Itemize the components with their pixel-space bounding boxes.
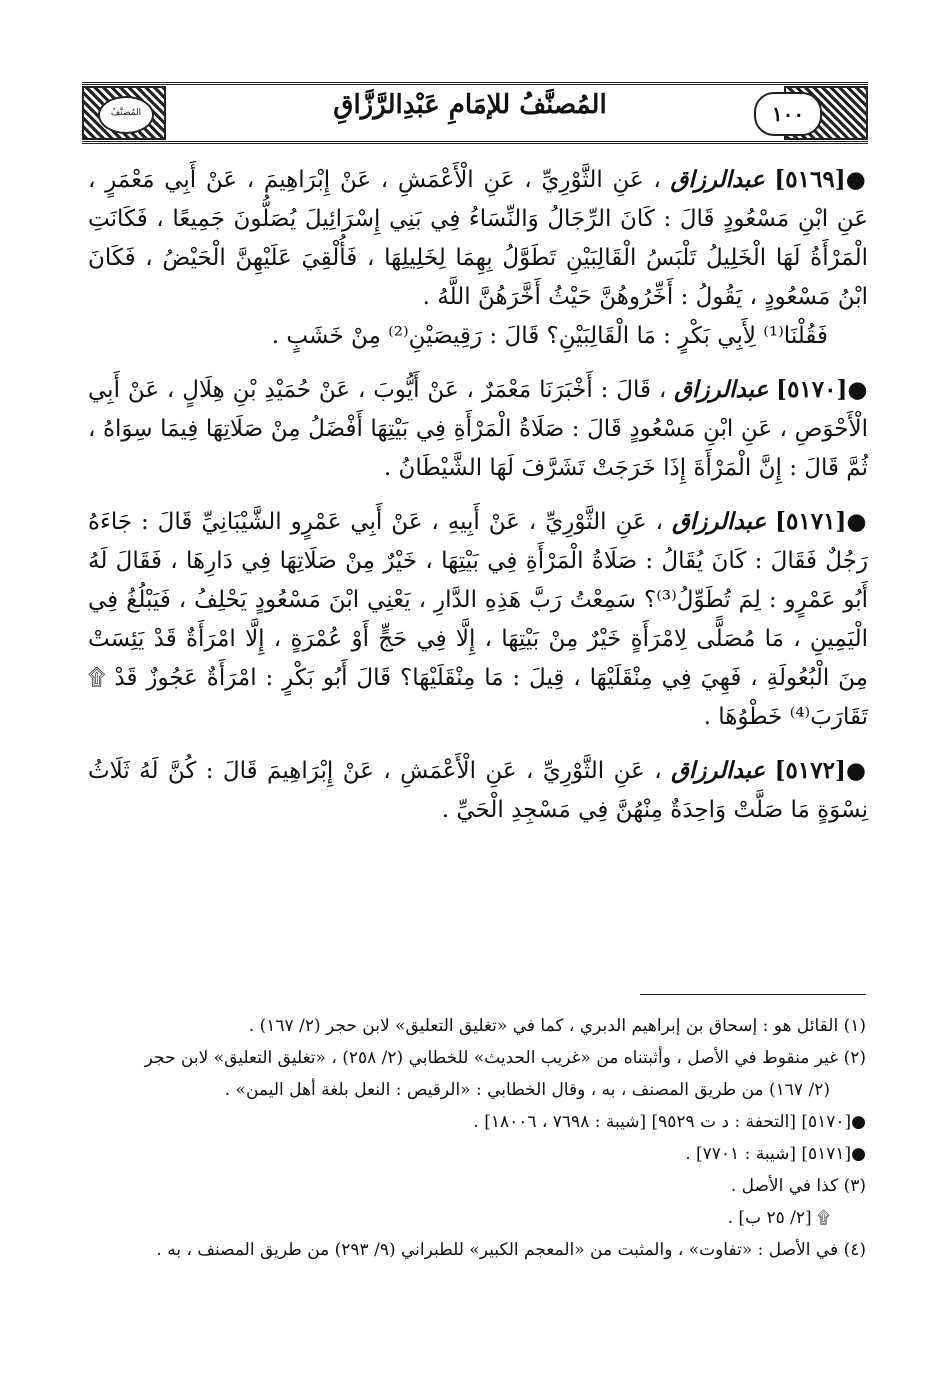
hadith-number: [٥١٧٢]	[774, 757, 846, 784]
hadith-text	[88, 502, 868, 737]
narrator-name: عبدالرزاق	[674, 376, 769, 403]
hadith-text	[88, 751, 868, 830]
bullet-icon: ●	[845, 757, 869, 784]
footnote: (٣) كذا في الأصل .	[730, 1176, 866, 1196]
hadith-body: ، عَنِ الثَّوْرِيِّ ، عَنْ أَبِيهِ ، عَنْ أَبِي عَمْرٍو الشَّيْبَانِيِّ قَالَ : جَاءَهُ رَجُلٌ فَقَالَ : كَانَ يُقَالُ : صَلَاةُ الْمَرْأَةِ فِي بَيْتِهَا ، خَيْرٌ مِنْ صَلَاتِهَا فِي دَارِهَا ، فَقَالَ لَهُ أَبُو عَمْرٍو : لِمَ تُطَوِّلُ⁽³⁾؟ سَمِعْتُ رَبَّ هَذِهِ الدَّارِ ، يَعْنِي ابْنَ مَسْعُودٍ يَحْلِفُ ، فَيَبْلُغُ فِي الْيَمِينِ ، مَا مُصَلًّى لِامْرَأَةٍ خَيْرٌ مِنْ بَيْتِهَا ، إِلَّا فِي حَجٍّ أَوْ عُمْرَةٍ ، إِلَّا امْرَأَةٌ قَدْ يَئِسَتْ مِنَ الْبُعُولَةِ ، فَهِيَ فِي مِنْقَلَيْهَا ، قِيلَ : مَا مِنْقَلَيْهَا؟ قَالَ أَبُو بَكْرٍ : امْرَأَةٌ عَجُوزٌ قَدْ ۩ تَقَارَبَ⁽⁴⁾ خَطْوُهَا .	[88, 509, 868, 730]
hadith-entry	[88, 370, 868, 488]
footnote-divider	[640, 994, 866, 995]
source-reference: ●[٥١٧٠] [التحفة : د ت ٩٥٢٩] [شيبة : ٧٦٩٨ ، ١٨٠٠٦] .	[473, 1112, 866, 1132]
narrator-name: عبدالرزاق	[672, 508, 767, 535]
hadith-entry	[88, 160, 868, 356]
bullet-icon: ●	[846, 508, 869, 535]
narrator-name: عبدالرزاق	[671, 757, 766, 784]
hadith-body: ، قَالَ : أَخْبَرَنَا مَعْمَرٌ ، عَنْ أَيُّوبَ ، عَنْ حُمَيْدِ بْنِ هِلَالٍ ، عَنْ أَبِي الْأَحْوَصِ ، عَنِ ابْنِ مَسْعُودٍ قَالَ : صَلَاةُ الْمَرْأَةِ فِي بَيْتِهَا أَفْضَلُ مِنْ صَلَاتِهَا فِيمَا سِوَاهُ ، ثُمَّ قَالَ : إِنَّ الْمَرْأَةَ إِذَا خَرَجَتْ تَشَرَّفَ لَهَا الشَّيْطَانُ .	[88, 377, 868, 481]
manuscript-folio-note: ۩ [٢/ ٢٥ ب] .	[727, 1208, 830, 1228]
footnote: (١) القائل هو : إسحاق بن إبراهيم الدبري ، كما في «تغليق التعليق» لابن حجر (٢/ ١٦٧) .	[248, 1016, 866, 1036]
hadith-number: [٥١٧١]	[775, 508, 847, 535]
running-title: المُصنَّفُ للإمَامِ عَبْدِالرَّزَّاقِ	[333, 90, 607, 120]
hadith-entry	[88, 502, 868, 737]
hadith-number: [٥١٦٩]	[774, 166, 846, 193]
hadith-number: [٥١٧٠]	[776, 376, 848, 403]
hadith-text	[88, 160, 868, 317]
narrator-name: عبدالرزاق	[670, 166, 765, 193]
bullet-icon: ●	[847, 376, 869, 403]
hadith-commentary: فَقُلْنَا⁽¹⁾ لِأَبِي بَكْرٍ : مَا الْقَالِبَيْنِ؟ قَالَ : رَقِيصَيْنِ⁽²⁾ مِنْ خَشَبٍ .	[271, 323, 828, 349]
footnote: (٤) في الأصل : «تفاوت» ، والمثبت من «المعجم الكبير» للطبراني (٩/ ٢٩٣) من طريق المصنف ، به .	[156, 1240, 866, 1260]
bullet-icon: ●	[845, 166, 869, 193]
footnotes	[90, 1010, 866, 1266]
page-number: ١٠٠	[754, 92, 822, 136]
footnote: (٢) غير منقوط في الأصل ، وأثبتناه من «غريب الحديث» للخطابي (٢/ ٢٥٨) ، «تغليق التعليق» لابن حجر	[144, 1048, 866, 1068]
book-emblem: المُصنَّفُ	[98, 96, 154, 134]
header-ornament-left	[82, 86, 166, 140]
hadith-text	[88, 370, 868, 488]
footnote-continuation: (٢/ ١٦٧) من طريق المصنف ، به ، وقال الخطابي : «الرقيص : النعل بلغة أهل اليمن» .	[224, 1080, 830, 1100]
page-header	[82, 82, 868, 144]
hadith-body: ، عَنِ الثَّوْرِيِّ ، عَنِ الْأَعْمَشِ ، عَنْ إِبْرَاهِيمَ ، عَنْ أَبِي مَعْمَرٍ ، عَنِ ابْنِ مَسْعُودٍ قَالَ : كَانَ الرِّجَالُ وَالنِّسَاءُ فِي بَنِي إِسْرَائِيلَ يُصَلُّونَ جَمِيعًا ، فَكَانَتِ الْمَرْأَةُ لَهَا الْخَلِيلُ تَلْبَسُ الْقَالِبَيْنِ تَطَوَّلُ بِهِمَا لِخَلِيلِهَا ، فَأُلْقِيَ عَلَيْهِنَّ الْحَيْضُ ، فَكَانَ ابْنُ مَسْعُودٍ ، يَقُولُ : أَخِّرُوهُنَّ حَيْثُ أَخَّرَهُنَّ اللَّهُ .	[88, 167, 868, 310]
source-reference: ●[٥١٧١] [شيبة : ٧٧٠١] .	[685, 1144, 866, 1164]
hadith-body: ، عَنِ الثَّوْرِيِّ ، عَنِ الْأَعْمَشِ ، عَنْ إِبْرَاهِيمَ قَالَ : كُنَّ لَهُ ثَلَاثُ نِسْوَةٍ مَا صَلَّتْ وَاحِدَةٌ مِنْهُنَّ فِي مَسْجِدِ الْحَيِّ .	[88, 758, 868, 823]
main-text	[88, 160, 868, 844]
hadith-entry	[88, 751, 868, 830]
